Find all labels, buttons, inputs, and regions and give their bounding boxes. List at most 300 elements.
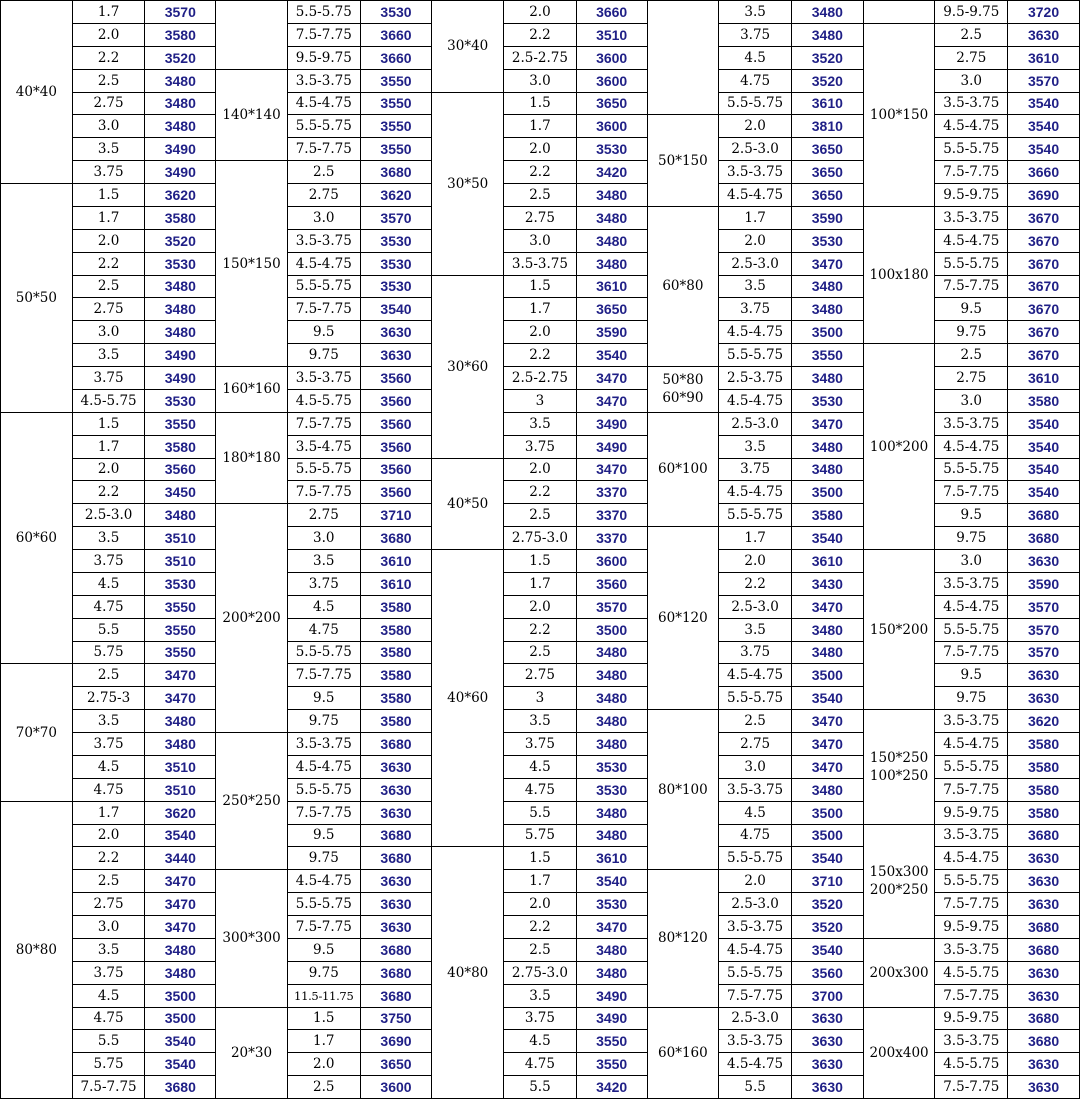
thickness-cell: 2.5: [287, 1076, 360, 1099]
price-cell: 3670: [1008, 229, 1080, 252]
size-group-label: 100*200: [863, 344, 935, 550]
size-group-label: 30*40: [432, 1, 504, 93]
price-cell: 3530: [360, 1, 432, 24]
thickness-cell: 4.75: [72, 1007, 145, 1030]
price-cell: 3690: [1008, 184, 1080, 207]
size-group-label: [216, 1, 288, 70]
thickness-cell: 2.5-3.0: [719, 412, 792, 435]
size-group-label: 200x300: [863, 938, 935, 1007]
thickness-cell: 3.5: [72, 710, 145, 733]
price-cell: 3750: [360, 1007, 432, 1030]
price-cell: 3630: [360, 778, 432, 801]
price-cell: 3370: [576, 481, 647, 504]
thickness-cell: 2.5: [935, 344, 1008, 367]
size-group-label: 50*150: [647, 115, 719, 207]
thickness-cell: 3.5-3.75: [719, 161, 792, 184]
price-cell: 3610: [791, 550, 863, 573]
price-cell: 3680: [1008, 527, 1080, 550]
thickness-cell: 7.5-7.75: [935, 161, 1008, 184]
price-cell: 3660: [360, 46, 432, 69]
price-cell: 3490: [145, 138, 216, 161]
thickness-cell: 4.5-4.75: [719, 321, 792, 344]
thickness-cell: 2.5-3.0: [719, 138, 792, 161]
thickness-cell: 1.7: [719, 206, 792, 229]
thickness-cell: 4.75: [719, 824, 792, 847]
price-cell: 3370: [576, 527, 647, 550]
thickness-cell: 1.5: [504, 92, 577, 115]
thickness-cell: 2.0: [72, 824, 145, 847]
price-cell: 3560: [360, 367, 432, 390]
thickness-cell: 2.5: [504, 504, 577, 527]
price-cell: 3540: [1008, 92, 1080, 115]
price-cell: 3650: [791, 161, 863, 184]
price-cell: 3480: [145, 69, 216, 92]
size-group-label-line: 200*250: [869, 882, 929, 899]
price-cell: 3620: [1008, 710, 1080, 733]
sheet-row: [1, 23, 1080, 46]
thickness-cell: 9.75: [287, 961, 360, 984]
price-cell: 3480: [145, 938, 216, 961]
thickness-cell: 1.7: [72, 801, 145, 824]
price-cell: 3630: [791, 1030, 863, 1053]
price-cell: 3480: [145, 92, 216, 115]
thickness-cell: 3.0: [72, 115, 145, 138]
price-cell: 3580: [1008, 755, 1080, 778]
thickness-cell: 2.2: [504, 481, 577, 504]
thickness-cell: 2.5: [72, 275, 145, 298]
size-group-label: 200*200: [216, 504, 288, 733]
price-cell: 3470: [145, 893, 216, 916]
thickness-cell: 3.5-3.75: [719, 916, 792, 939]
thickness-cell: 2.0: [287, 1053, 360, 1076]
thickness-cell: 3.5: [504, 412, 577, 435]
thickness-cell: 5.75: [504, 824, 577, 847]
thickness-cell: 4.75: [719, 69, 792, 92]
thickness-cell: 5.5-5.75: [287, 778, 360, 801]
thickness-cell: 3: [504, 687, 577, 710]
sheet-row: [1, 1007, 1080, 1030]
size-group-label-line: 100*250: [869, 767, 929, 784]
thickness-cell: 2.5-3.0: [719, 252, 792, 275]
price-cell: 3480: [576, 824, 647, 847]
price-cell: 3550: [360, 115, 432, 138]
price-cell: 3540: [145, 1053, 216, 1076]
sheet-row: [1, 344, 1080, 367]
thickness-cell: 9.5: [935, 504, 1008, 527]
price-cell: 3630: [1008, 893, 1080, 916]
thickness-cell: 3.0: [287, 206, 360, 229]
size-group-label: 60*100: [647, 412, 719, 526]
thickness-cell: 2.5: [504, 938, 577, 961]
thickness-cell: 3.5: [719, 435, 792, 458]
thickness-cell: 3.5-3.75: [935, 1030, 1008, 1053]
thickness-cell: 2.2: [72, 481, 145, 504]
thickness-cell: 1.7: [504, 298, 577, 321]
thickness-cell: 1.5: [72, 184, 145, 207]
price-cell: 3630: [1008, 961, 1080, 984]
thickness-cell: 4.5: [72, 755, 145, 778]
thickness-cell: 2.5-3.0: [719, 595, 792, 618]
thickness-cell: 7.5-7.75: [935, 641, 1008, 664]
price-cell: 3480: [145, 733, 216, 756]
thickness-cell: 3.75: [719, 458, 792, 481]
price-cell: 3470: [791, 595, 863, 618]
price-cell: 3500: [576, 618, 647, 641]
price-cell: 3570: [360, 206, 432, 229]
price-cell: 3590: [791, 206, 863, 229]
price-cell: 3650: [360, 1053, 432, 1076]
price-cell: 3470: [576, 389, 647, 412]
price-cell: 3550: [145, 412, 216, 435]
price-cell: 3570: [1008, 595, 1080, 618]
thickness-cell: 3.75: [287, 572, 360, 595]
thickness-cell: 9.75: [935, 527, 1008, 550]
price-cell: 3470: [576, 916, 647, 939]
thickness-cell: 9.5-9.75: [935, 1, 1008, 24]
price-cell: 3480: [791, 367, 863, 390]
thickness-cell: 4.5-4.75: [935, 595, 1008, 618]
price-cell: 3540: [791, 527, 863, 550]
price-cell: 3530: [791, 389, 863, 412]
price-cell: 3500: [791, 801, 863, 824]
price-cell: 3610: [1008, 367, 1080, 390]
price-cell: 3680: [1008, 938, 1080, 961]
thickness-cell: 4.5-4.75: [935, 115, 1008, 138]
price-cell: 3550: [145, 618, 216, 641]
price-cell: 3680: [1008, 504, 1080, 527]
price-cell: 3530: [576, 893, 647, 916]
price-cell: 3580: [360, 595, 432, 618]
thickness-cell: 5.5-5.75: [287, 458, 360, 481]
size-group-label: 30*60: [432, 275, 504, 458]
thickness-cell: 9.75: [287, 344, 360, 367]
price-cell: 3530: [576, 755, 647, 778]
price-cell: 3580: [1008, 801, 1080, 824]
price-cell: 3630: [791, 1007, 863, 1030]
thickness-cell: 3.75: [504, 1007, 577, 1030]
thickness-cell: 2.75: [72, 298, 145, 321]
price-cell: 3600: [576, 46, 647, 69]
thickness-cell: 9.5: [287, 938, 360, 961]
price-cell: 3470: [791, 412, 863, 435]
thickness-cell: 5.5-5.75: [935, 252, 1008, 275]
thickness-cell: 7.5-7.75: [935, 275, 1008, 298]
thickness-cell: 5.75: [72, 1053, 145, 1076]
thickness-cell: 2.0: [72, 229, 145, 252]
thickness-cell: 9.5-9.75: [935, 1007, 1008, 1030]
thickness-cell: 5.5-5.75: [719, 504, 792, 527]
thickness-cell: 1.7: [287, 1030, 360, 1053]
price-cell: 3530: [145, 572, 216, 595]
price-cell: 3500: [145, 984, 216, 1007]
price-cell: 3680: [360, 733, 432, 756]
price-cell: 3660: [1008, 161, 1080, 184]
thickness-cell: 2.0: [504, 595, 577, 618]
thickness-cell: 9.5: [935, 664, 1008, 687]
price-cell: 3490: [145, 161, 216, 184]
thickness-cell: 3.75: [72, 961, 145, 984]
size-group-label: 100x180: [863, 206, 935, 343]
thickness-cell: 3.75: [504, 435, 577, 458]
price-cell: 3540: [145, 1030, 216, 1053]
thickness-cell: 3.5: [287, 550, 360, 573]
thickness-cell: 2.2: [504, 161, 577, 184]
thickness-cell: 7.5-7.75: [719, 984, 792, 1007]
size-group-label: 200x400: [863, 1007, 935, 1099]
price-cell: 3680: [360, 161, 432, 184]
thickness-cell: 3.5-3.75: [935, 206, 1008, 229]
thickness-cell: 3.5: [504, 984, 577, 1007]
thickness-cell: 4.5: [72, 572, 145, 595]
size-group-label: [863, 1, 935, 24]
thickness-cell: 4.5-4.75: [287, 92, 360, 115]
thickness-cell: 5.5-5.75: [287, 115, 360, 138]
thickness-cell: 3.0: [935, 69, 1008, 92]
price-cell: 3680: [145, 1076, 216, 1099]
thickness-cell: 4.5-5.75: [287, 389, 360, 412]
thickness-cell: 5.5-5.75: [935, 618, 1008, 641]
thickness-cell: 7.5-7.75: [935, 1076, 1008, 1099]
size-group-label: 150*200: [863, 550, 935, 710]
thickness-cell: 3.5-3.75: [935, 412, 1008, 435]
price-cell: 3480: [576, 184, 647, 207]
size-group-label: 60*120: [647, 527, 719, 710]
sheet-row: [1, 550, 1080, 573]
price-cell: 3680: [360, 847, 432, 870]
thickness-cell: 2.5: [935, 23, 1008, 46]
thickness-cell: 3.5-3.75: [935, 92, 1008, 115]
size-group-label: 40*60: [432, 550, 504, 847]
thickness-cell: 5.5-5.75: [719, 687, 792, 710]
price-cell: 3480: [576, 961, 647, 984]
thickness-cell: 11.5-11.75: [287, 984, 360, 1007]
price-cell: 3630: [360, 755, 432, 778]
thickness-cell: 3.5: [72, 344, 145, 367]
price-cell: 3630: [1008, 870, 1080, 893]
thickness-cell: 3.75: [72, 161, 145, 184]
price-cell: 3420: [576, 161, 647, 184]
price-cell: 3720: [1008, 1, 1080, 24]
thickness-cell: 4.75: [72, 778, 145, 801]
thickness-cell: 3.5-3.75: [935, 824, 1008, 847]
thickness-cell: 3.0: [935, 550, 1008, 573]
price-cell: 3670: [1008, 321, 1080, 344]
price-cell: 3680: [360, 938, 432, 961]
thickness-cell: 4.5-5.75: [72, 389, 145, 412]
thickness-cell: 3.5-3.75: [504, 252, 577, 275]
thickness-cell: 2.2: [504, 916, 577, 939]
price-cell: 3480: [576, 801, 647, 824]
size-group-label: 70*70: [1, 664, 73, 801]
price-cell: 3630: [791, 1053, 863, 1076]
price-cell: 3480: [145, 298, 216, 321]
price-cell: 3470: [145, 916, 216, 939]
size-group-label: [647, 1, 719, 115]
thickness-cell: 2.5: [72, 69, 145, 92]
price-cell: 3540: [1008, 138, 1080, 161]
thickness-cell: 1.7: [719, 527, 792, 550]
price-cell: 3430: [791, 572, 863, 595]
thickness-cell: 2.2: [504, 23, 577, 46]
thickness-cell: 2.5: [72, 664, 145, 687]
price-cell: 3590: [576, 321, 647, 344]
thickness-cell: 3.5: [72, 938, 145, 961]
thickness-cell: 4.75: [504, 1053, 577, 1076]
price-cell: 3480: [145, 115, 216, 138]
thickness-cell: 2.2: [504, 344, 577, 367]
price-cell: 3480: [791, 435, 863, 458]
price-cell: 3480: [791, 23, 863, 46]
price-cell: 3500: [791, 321, 863, 344]
thickness-cell: 4.5: [504, 1030, 577, 1053]
thickness-cell: 2.75: [72, 92, 145, 115]
price-cell: 3630: [360, 870, 432, 893]
thickness-cell: 5.5: [72, 1030, 145, 1053]
size-group-label: 80*120: [647, 870, 719, 1007]
size-group-label: 40*40: [1, 1, 73, 184]
price-cell: 3630: [1008, 1076, 1080, 1099]
thickness-cell: 4.5-4.75: [287, 252, 360, 275]
size-group-label: 160*160: [216, 367, 288, 413]
price-cell: 3480: [791, 275, 863, 298]
price-cell: 3580: [1008, 733, 1080, 756]
price-cell: 3470: [791, 710, 863, 733]
price-cell: 3480: [791, 298, 863, 321]
thickness-cell: 7.5-7.75: [287, 138, 360, 161]
price-table-body: [1, 1, 1080, 1099]
price-cell: 3680: [360, 984, 432, 1007]
thickness-cell: 2.75: [719, 733, 792, 756]
price-cell: 3610: [360, 550, 432, 573]
price-cell: 3490: [576, 984, 647, 1007]
thickness-cell: 2.75: [287, 184, 360, 207]
price-cell: 3560: [791, 961, 863, 984]
thickness-cell: 4.5-4.75: [935, 229, 1008, 252]
price-cell: 3480: [576, 733, 647, 756]
thickness-cell: 2.75: [935, 367, 1008, 390]
thickness-cell: 5.5: [719, 1076, 792, 1099]
thickness-cell: 4.5-4.75: [935, 733, 1008, 756]
price-cell: 3650: [576, 298, 647, 321]
price-cell: 3600: [576, 550, 647, 573]
price-cell: 3550: [360, 92, 432, 115]
thickness-cell: 5.5-5.75: [719, 92, 792, 115]
price-cell: 3580: [145, 435, 216, 458]
thickness-cell: 2.5-3.0: [719, 1007, 792, 1030]
price-cell: 3580: [1008, 389, 1080, 412]
price-cell: 3520: [145, 46, 216, 69]
price-cell: 3370: [576, 504, 647, 527]
price-cell: 3550: [360, 138, 432, 161]
price-cell: 3550: [360, 69, 432, 92]
price-cell: 3680: [360, 961, 432, 984]
sheet-row: [1, 710, 1080, 733]
price-cell: 3550: [791, 344, 863, 367]
size-group-label: 30*50: [432, 92, 504, 275]
size-group-label: [647, 367, 719, 413]
thickness-cell: 7.5-7.75: [935, 778, 1008, 801]
thickness-cell: 2.75: [504, 206, 577, 229]
price-cell: 3510: [576, 23, 647, 46]
price-cell: 3630: [1008, 687, 1080, 710]
thickness-cell: 3.0: [72, 916, 145, 939]
price-cell: 3520: [791, 893, 863, 916]
thickness-cell: 2.5: [72, 870, 145, 893]
price-cell: 3610: [360, 572, 432, 595]
price-cell: 3540: [791, 847, 863, 870]
price-cell: 3680: [1008, 916, 1080, 939]
thickness-cell: 1.5: [287, 1007, 360, 1030]
thickness-cell: 9.5-9.75: [935, 916, 1008, 939]
thickness-cell: 7.5-7.75: [935, 481, 1008, 504]
thickness-cell: 3.5-4.75: [287, 435, 360, 458]
price-cell: 3600: [576, 115, 647, 138]
price-cell: 3480: [576, 641, 647, 664]
thickness-cell: 3.75: [72, 733, 145, 756]
price-cell: 3560: [360, 412, 432, 435]
thickness-cell: 2.5: [719, 710, 792, 733]
price-cell: 3620: [145, 184, 216, 207]
thickness-cell: 9.5-9.75: [287, 46, 360, 69]
price-cell: 3440: [145, 847, 216, 870]
price-cell: 3680: [1008, 1030, 1080, 1053]
thickness-cell: 2.75-3: [72, 687, 145, 710]
price-cell: 3480: [791, 458, 863, 481]
price-cell: 3570: [1008, 69, 1080, 92]
thickness-cell: 5.5-5.75: [719, 961, 792, 984]
price-cell: 3540: [360, 298, 432, 321]
thickness-cell: 4.5-5.75: [935, 961, 1008, 984]
price-cell: 3520: [791, 916, 863, 939]
thickness-cell: 3.0: [504, 229, 577, 252]
thickness-cell: 2.0: [504, 893, 577, 916]
price-cell: 3580: [791, 504, 863, 527]
price-cell: 3580: [360, 618, 432, 641]
thickness-cell: 9.5-9.75: [935, 184, 1008, 207]
price-cell: 3490: [145, 344, 216, 367]
price-cell: 3680: [1008, 1007, 1080, 1030]
price-cell: 3540: [576, 870, 647, 893]
price-cell: 3480: [576, 710, 647, 733]
price-cell: 3630: [1008, 847, 1080, 870]
price-cell: 3560: [360, 458, 432, 481]
price-cell: 3540: [1008, 115, 1080, 138]
thickness-cell: 2.5-2.75: [504, 367, 577, 390]
thickness-cell: 3.5: [504, 710, 577, 733]
thickness-cell: 2.2: [504, 618, 577, 641]
thickness-cell: 2.75: [287, 504, 360, 527]
price-cell: 3630: [1008, 550, 1080, 573]
price-cell: 3630: [360, 321, 432, 344]
price-cell: 3580: [360, 687, 432, 710]
thickness-cell: 2.0: [719, 115, 792, 138]
thickness-cell: 2.5-2.75: [504, 46, 577, 69]
thickness-cell: 1.5: [504, 847, 577, 870]
price-cell: 3510: [145, 550, 216, 573]
thickness-cell: 4.75: [504, 778, 577, 801]
thickness-cell: 5.5: [504, 1076, 577, 1099]
thickness-cell: 1.5: [72, 412, 145, 435]
price-cell: 3530: [360, 275, 432, 298]
thickness-cell: 3.0: [287, 527, 360, 550]
thickness-cell: 3.75: [72, 367, 145, 390]
size-group-label: 60*80: [647, 206, 719, 366]
price-cell: 3660: [360, 23, 432, 46]
thickness-cell: 2.5-3.0: [72, 504, 145, 527]
thickness-cell: 9.5: [287, 687, 360, 710]
thickness-cell: 3.0: [504, 69, 577, 92]
price-cell: 3470: [576, 367, 647, 390]
